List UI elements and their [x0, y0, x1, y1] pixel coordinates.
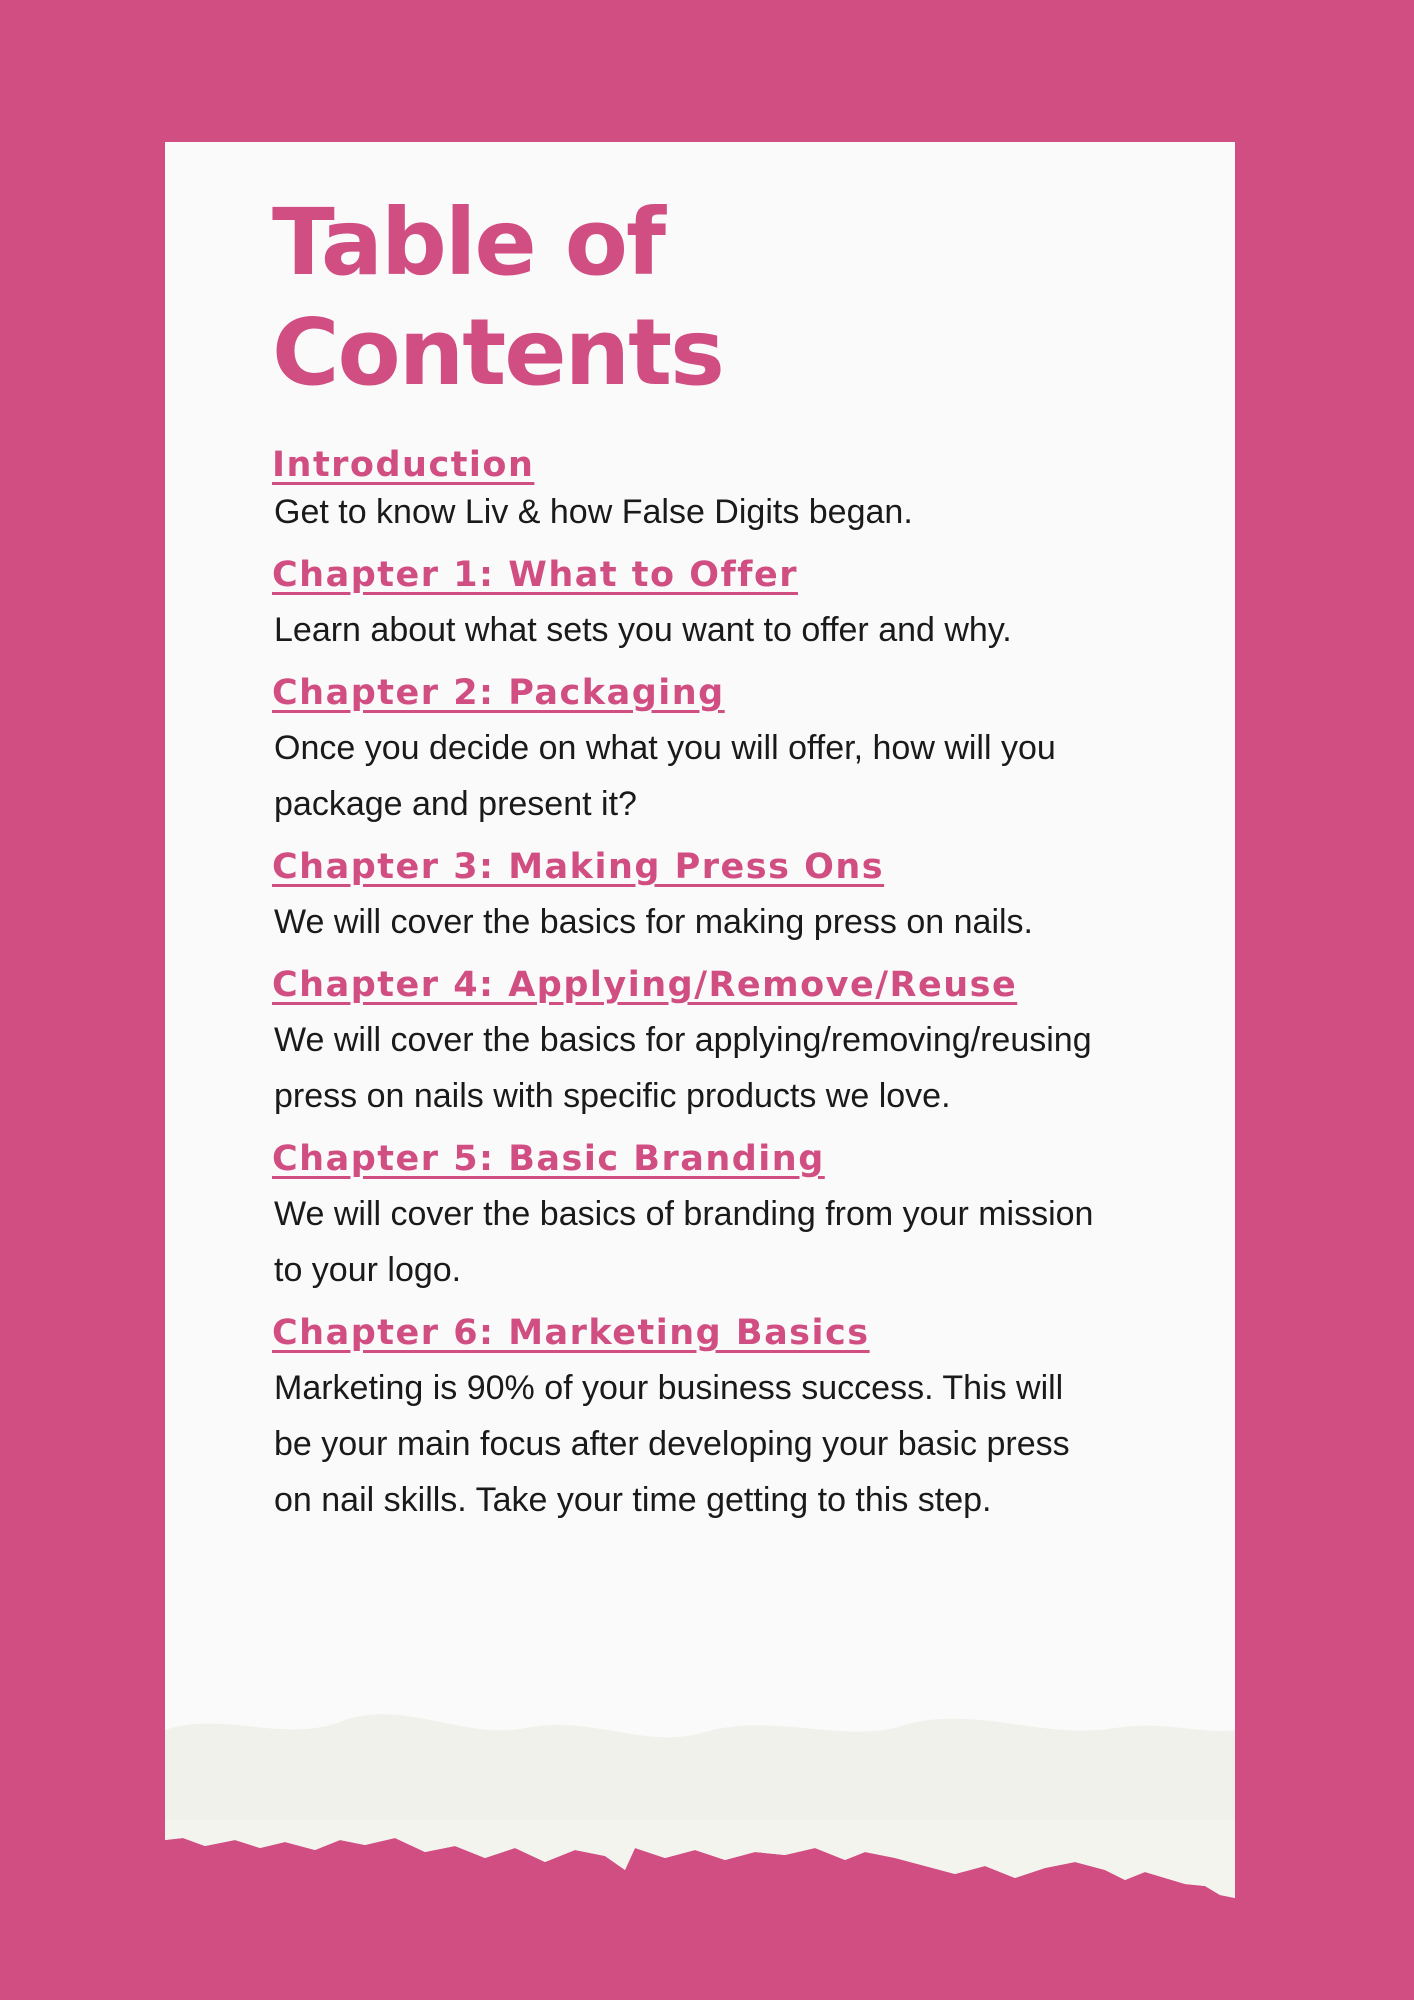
toc-entry-chapter-1 — [272, 548, 1112, 658]
toc-description-chapter-3: We will cover the basics for making press on nails. — [274, 903, 1034, 941]
toc-entry-chapter-4 — [272, 958, 1112, 1124]
toc-description-chapter-5: We will cover the basics of branding from your mission to your logo. — [274, 1195, 1094, 1289]
toc-entry-chapter-3 — [272, 840, 1112, 950]
toc-link-chapter-5[interactable]: Chapter 5: Basic Branding — [272, 1139, 825, 1179]
toc-description-chapter-4: We will cover the basics for applying/removing/reusing press on nails with specific products we love. — [274, 1021, 1092, 1115]
toc-link-chapter-2[interactable]: Chapter 2: Packaging — [272, 673, 725, 713]
toc-content — [272, 188, 1112, 1536]
toc-entry-chapter-6 — [272, 1306, 1112, 1528]
toc-description-chapter-6: Marketing is 90% of your business success. This will be your main focus after developing your basic press on nail skills. Take your time getting to this step. — [274, 1369, 1070, 1519]
toc-link-chapter-6[interactable]: Chapter 6: Marketing Basics — [272, 1313, 870, 1353]
page-title: Table of Contents — [272, 189, 723, 406]
toc-entry-introduction — [272, 438, 1112, 540]
toc-entry-chapter-2 — [272, 666, 1112, 832]
torn-paper-edge — [165, 1690, 1235, 1930]
toc-entry-chapter-5 — [272, 1132, 1112, 1298]
toc-link-chapter-3[interactable]: Chapter 3: Making Press Ons — [272, 847, 885, 887]
toc-link-chapter-4[interactable]: Chapter 4: Applying/Remove/Reuse — [272, 965, 1018, 1005]
toc-link-chapter-1[interactable]: Chapter 1: What to Offer — [272, 555, 798, 595]
toc-list — [272, 438, 1112, 1528]
toc-description-introduction: Get to know Liv & how False Digits began. — [274, 493, 913, 531]
toc-link-introduction[interactable]: Introduction — [272, 445, 535, 485]
toc-description-chapter-2: Once you decide on what you will offer, how will you package and present it? — [274, 729, 1056, 823]
toc-description-chapter-1: Learn about what sets you want to offer and why. — [274, 611, 1012, 649]
